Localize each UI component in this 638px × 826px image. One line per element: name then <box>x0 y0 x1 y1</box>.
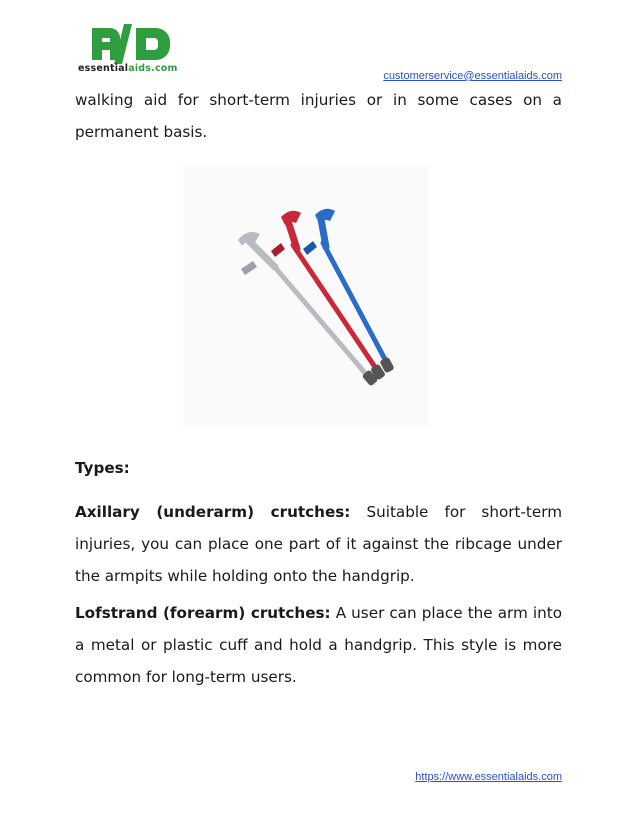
crutches-image <box>183 165 428 427</box>
footer-website-link[interactable]: https://www.essentialaids.com <box>415 771 562 783</box>
types-heading: Types: <box>75 459 130 477</box>
header-email-link[interactable]: customerservice@essentialaids.com <box>383 70 562 82</box>
type-description-axillary: Suitable for short-term injuries, you can place one part of it against the ribcage under the armpits while holding onto the handgrip. <box>75 503 562 585</box>
type-term-lofstrand: Lofstrand (forearm) crutches: <box>75 604 331 622</box>
type-description-lofstrand: A user can place the arm into a metal or plastic cuff and hold a handgrip. This style is more common for long-term users. <box>75 604 562 686</box>
intro-paragraph: walking aid for short-term injuries or in some cases on a permanent basis. <box>75 91 562 141</box>
logo-caption-suffix: aids.com <box>128 63 178 74</box>
type-item-axillary <box>75 496 562 592</box>
types-section <box>75 452 562 698</box>
logo-caption-prefix: essential <box>78 63 129 74</box>
logo-caption <box>78 63 188 74</box>
type-item-lofstrand <box>75 597 562 693</box>
type-term-axillary: Axillary (underarm) crutches: <box>75 503 351 521</box>
